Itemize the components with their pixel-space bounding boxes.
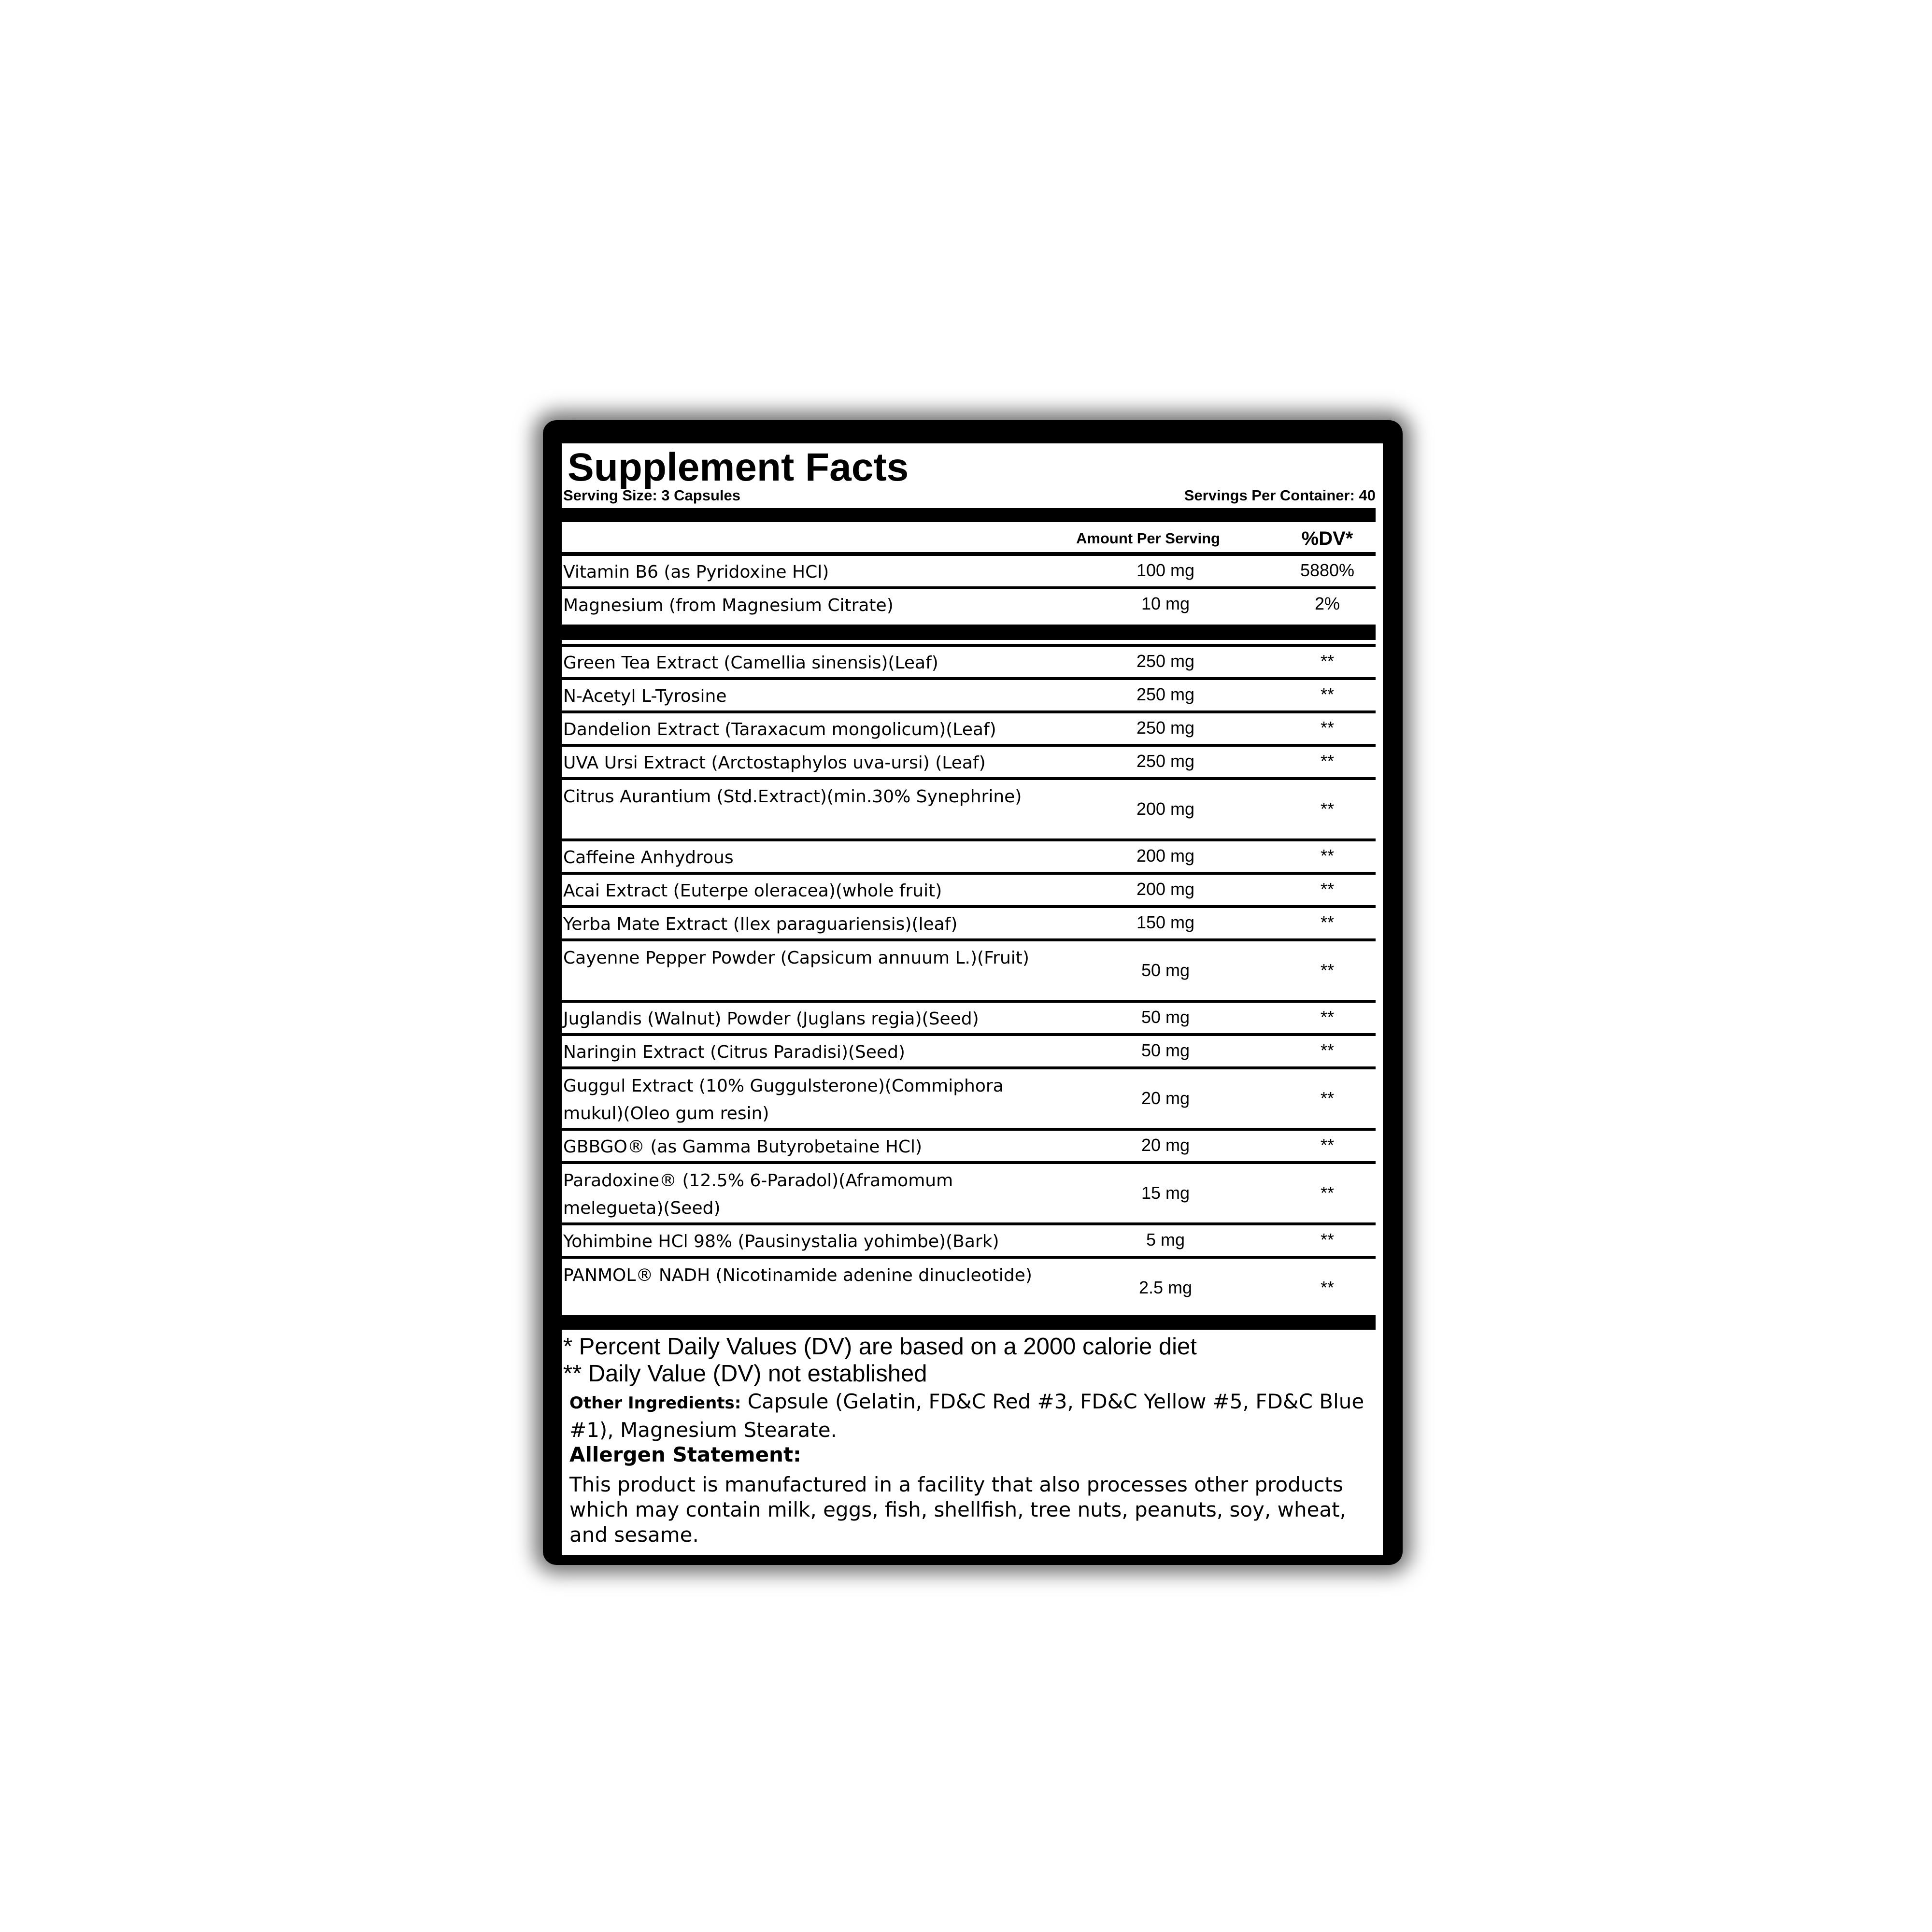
ingredient-amount: 50 mg (1141, 960, 1190, 980)
table-row (562, 908, 1376, 941)
ingredient-name: Cayenne Pepper Powder (Capsicum annuum L.)(Fruit) (563, 948, 1029, 968)
ingredient-dv: ** (1320, 751, 1335, 771)
ingredient-name: Paradoxine® (12.5% 6-Paradol)(Aframomum melegueta)(Seed) (563, 1171, 953, 1218)
table-row (562, 1259, 1376, 1320)
ingredient-amount: 200 mg (1136, 799, 1195, 819)
ingredient-dv: ** (1320, 912, 1335, 932)
ingredient-dv: ** (1320, 799, 1335, 819)
ingredient-dv: ** (1320, 1278, 1335, 1297)
ingredient-dv: 5880% (1300, 560, 1355, 580)
ingredient-name: Yerba Mate Extract (Ilex paraguariensis)(leaf) (563, 914, 958, 934)
table-row (562, 1069, 1376, 1131)
ingredient-dv: ** (1320, 684, 1335, 704)
ingredient-name: Acai Extract (Euterpe oleracea)(whole fruit) (563, 881, 942, 901)
ingredient-dv: ** (1320, 1230, 1335, 1250)
ingredient-rows (562, 644, 1376, 1320)
ingredient-amount: 200 mg (1136, 846, 1195, 866)
dv-not-established-note: ** Daily Value (DV) not established (563, 1361, 927, 1387)
ingredient-dv: ** (1320, 1040, 1335, 1060)
ingredient-amount: 5 mg (1146, 1230, 1185, 1250)
header-divider (562, 552, 1376, 556)
ingredient-dv: ** (1320, 718, 1335, 738)
ingredient-amount: 50 mg (1141, 1007, 1190, 1027)
table-row (562, 647, 1376, 680)
header-dv: %DV* (1301, 528, 1353, 549)
table-row (562, 1225, 1376, 1259)
ingredient-name: Guggul Extract (10% Guggulsterone)(Commiphora mukul)(Oleo gum resin) (563, 1076, 1004, 1123)
ingredient-dv: ** (1320, 1088, 1335, 1108)
ingredient-amount: 100 mg (1136, 560, 1195, 580)
servings-per-container: Servings Per Container: 40 (1184, 487, 1376, 504)
other-ingredients (569, 1388, 1371, 1444)
ingredient-dv: ** (1320, 960, 1335, 980)
ingredient-amount: 150 mg (1136, 912, 1195, 932)
supplement-facts-panel (562, 443, 1383, 1555)
table-row (562, 1036, 1376, 1069)
ingredient-amount: 20 mg (1141, 1135, 1190, 1155)
ingredient-name: Yohimbine HCl 98% (Pausinystalia yohimbe)(Bark) (563, 1232, 999, 1251)
serving-info (562, 486, 1376, 505)
ingredient-amount: 250 mg (1136, 751, 1195, 771)
ingredient-amount: 10 mg (1141, 594, 1190, 613)
allergen-heading: Allergen Statement: (569, 1443, 801, 1466)
ingredient-dv: ** (1320, 651, 1335, 671)
serving-size: Serving Size: 3 Capsules (563, 487, 740, 504)
ingredient-amount: 15 mg (1141, 1183, 1190, 1203)
ingredient-name: Citrus Aurantium (Std.Extract)(min.30% Synephrine) (563, 787, 1022, 807)
ingredient-name: GBBGO® (as Gamma Butyrobetaine HCl) (563, 1137, 923, 1157)
table-row (562, 680, 1376, 713)
table-row (562, 1131, 1376, 1164)
allergen-text: This product is manufactured in a facility that also processes other products which may contain milk, eggs, fish, shellfish, tree nuts, peanuts, soy, wheat, and sesame. (569, 1473, 1346, 1547)
table-header (562, 522, 1376, 552)
ingredient-name: Vitamin B6 (as Pyridoxine HCl) (563, 562, 829, 582)
header-amount: Amount Per Serving (1076, 530, 1220, 547)
ingredient-name: Dandelion Extract (Taraxacum mongolicum)(Leaf) (563, 720, 996, 739)
thick-divider (562, 508, 1376, 522)
table-row (562, 841, 1376, 875)
dv-footnote: * Percent Daily Values (DV) are based on a 2000 calorie diet (563, 1334, 1197, 1360)
ingredient-dv: ** (1320, 1183, 1335, 1203)
ingredient-dv: ** (1320, 1007, 1335, 1027)
thick-divider (562, 1315, 1376, 1330)
ingredient-dv: ** (1320, 846, 1335, 866)
ingredient-name: Caffeine Anhydrous (563, 848, 734, 867)
ingredient-dv: ** (1320, 879, 1335, 899)
ingredient-amount: 2.5 mg (1138, 1278, 1193, 1297)
ingredient-name: UVA Ursi Extract (Arctostaphylos uva-ursi) (Leaf) (563, 753, 986, 773)
other-ingredients-label: Other Ingredients: (569, 1393, 741, 1413)
table-row (562, 589, 1376, 623)
table-row (562, 875, 1376, 908)
table-row (562, 1003, 1376, 1036)
ingredient-amount: 200 mg (1136, 879, 1195, 899)
table-row (562, 1164, 1376, 1225)
vitamin-rows (562, 556, 1376, 623)
ingredient-amount: 250 mg (1136, 684, 1195, 704)
ingredient-amount: 250 mg (1136, 651, 1195, 671)
ingredient-dv: 2% (1314, 594, 1340, 613)
thick-divider (562, 625, 1376, 640)
ingredient-name: Magnesium (from Magnesium Citrate) (563, 596, 894, 615)
ingredient-amount: 20 mg (1141, 1088, 1190, 1108)
table-row (562, 713, 1376, 747)
table-row (562, 556, 1376, 589)
page-title: Supplement Facts (568, 445, 909, 489)
table-row (562, 780, 1376, 841)
ingredient-name: Green Tea Extract (Camellia sinensis)(Leaf) (563, 653, 938, 673)
ingredient-amount: 250 mg (1136, 718, 1195, 738)
ingredient-amount: 50 mg (1141, 1040, 1190, 1060)
table-row (562, 747, 1376, 780)
ingredient-name: N-Acetyl L-Tyrosine (563, 686, 727, 706)
table-row (562, 941, 1376, 1003)
ingredient-name: PANMOL® NADH (Nicotinamide adenine dinucleotide) (563, 1265, 1032, 1285)
other-ingredients-text: Capsule (Gelatin, FD&C Red #3, FD&C Yellow #5, FD&C Blue #1), Magnesium Stearate. (569, 1390, 1364, 1442)
ingredient-name: Naringin Extract (Citrus Paradisi)(Seed) (563, 1042, 905, 1062)
ingredient-name: Juglandis (Walnut) Powder (Juglans regia)(Seed) (563, 1009, 979, 1029)
ingredient-dv: ** (1320, 1135, 1335, 1155)
